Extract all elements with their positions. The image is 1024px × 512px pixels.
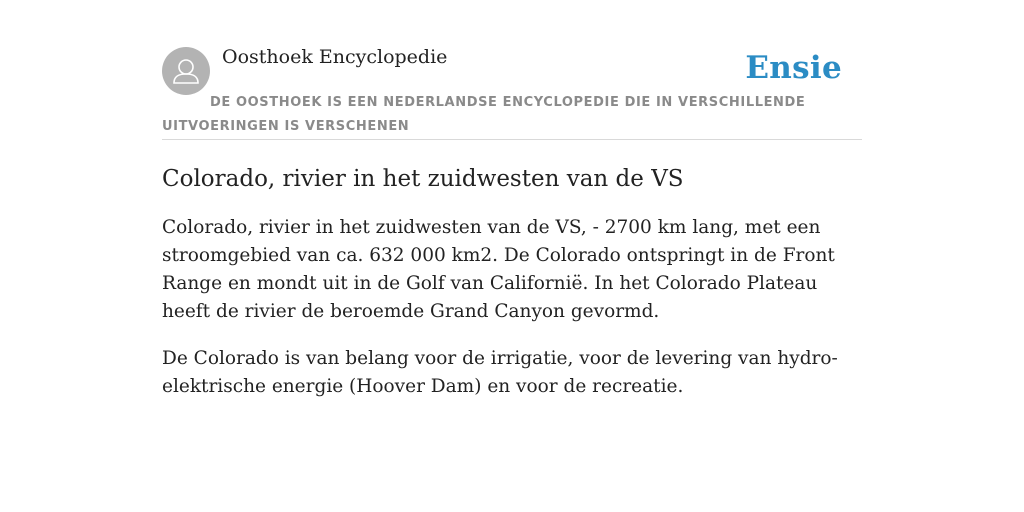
article-paragraph: Colorado, rivier in het zuidwesten van de VS, - 2700 km lang, met een stroomgebied van ca. 632 000 km2. De Colorado ontspringt in de Front Range en mondt uit in de Golf van Californië. In het Colorado Plateau heeft de rivier de beroemde Grand Canyon gevormd.: [162, 217, 835, 322]
publication-header: [162, 40, 862, 140]
article-title: Colorado, rivier in het zuidwesten van de VS: [162, 166, 684, 192]
page-container: [162, 40, 862, 401]
article-paragraph: De Colorado is van belang voor de irrigatie, voor de levering van hydro-elektrische energie (Hoover Dam) en voor de recreatie.: [162, 348, 838, 397]
ensie-logo[interactable]: Ensie: [745, 50, 842, 86]
publication-avatar[interactable]: [162, 47, 210, 95]
publication-description: DE OOSTHOEK IS EEN NEDERLANDSE ENCYCLOPEDIE DIE IN VERSCHILLENDE UITVOERINGEN IS VERSCHENEN: [162, 95, 806, 134]
user-silhouette-icon: [162, 47, 210, 95]
publication-name[interactable]: Oosthoek Encyclopedie: [222, 46, 448, 68]
